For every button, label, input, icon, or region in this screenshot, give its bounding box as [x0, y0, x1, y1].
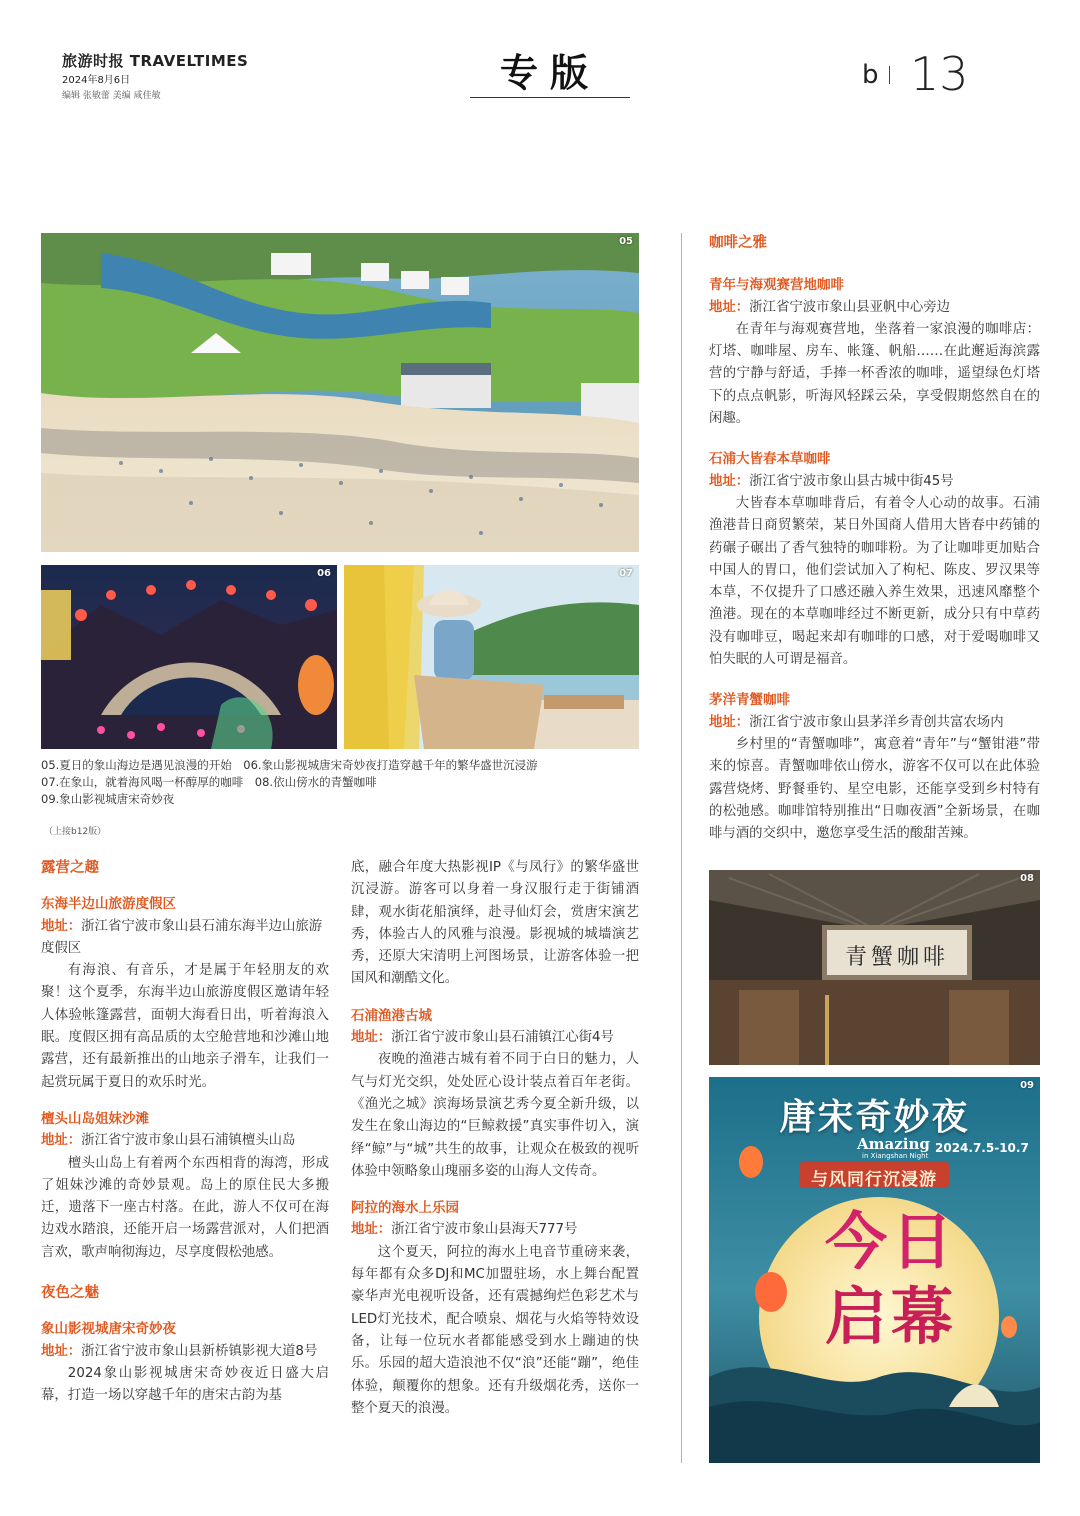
item-title: 阿拉的海水上乐园	[351, 1200, 459, 1217]
address-label: 地址：	[351, 1030, 392, 1046]
item-body: 乡村里的“青蟹咖啡”，寓意着“青年”与“蟹钳港”带来的惊喜。青蟹咖啡依山傍水，游客不仅可以在此体验露营烧烤、野餐垂钓、星空电影，还能享受到乡村特有的松弛感。咖啡馆特别推出“日咖夜酒”全新场景，在咖啡与酒的交织中，邀您享受生活的酸甜苦辣。	[709, 736, 1040, 842]
section-rule	[470, 97, 630, 98]
item-body: 有海浪、有音乐，才是属于年轻朋友的欢聚！这个夏季，东海半边山旅游度假区邀请年轻人体验帐篷露营，面朝大海看日出，听着海浪入眠。度假区拥有高品质的太空舱营地和沙滩山地露营，还有最新推出的山地亲子滑车，让我们一起赏玩属于夏日的欢乐时光。	[41, 963, 329, 1090]
photo-caption-line-1: 05.夏日的象山海边是遇见浪漫的开始 06.象山影视城唐宋奇妙夜打造穿越千年的繁华盛世沉浸游	[41, 758, 538, 772]
column-divider	[681, 233, 682, 1463]
signboard-text: 青蟹咖啡	[844, 945, 949, 970]
item-body: 2024象山影视城唐宋奇妙夜近日盛大启幕，打造一场以穿越千年的唐宋古韵为基	[41, 1365, 329, 1404]
page-number: 13	[910, 47, 969, 101]
poster-tagline: 与风同行沉浸游	[811, 1170, 937, 1190]
address-label: 地址：	[351, 1222, 392, 1238]
item-body: 檀头山岛上有着两个东西相背的海湾，形成了姐妹沙滩的奇妙景观。岛上的原住民大多搬迁，遗落下一座古村落。在此，游人不仅可在海边戏水踏浪，还能开启一场露营派对，人们把酒言欢，歌声响彻海边，尽享度假松弛感。	[41, 1155, 329, 1260]
masthead-logo: 旅游时报 TRAVELTIMES	[62, 52, 249, 70]
address-label: 地址：	[41, 1133, 82, 1149]
item-address	[351, 1027, 639, 1049]
photo-number: 07	[619, 568, 633, 579]
poster-title: 唐宋奇妙夜	[779, 1096, 970, 1138]
item-address	[709, 471, 1040, 493]
poster-opening-line-1: 今日	[825, 1205, 958, 1278]
section-heading-night: 夜色之魅	[41, 1285, 99, 1302]
page-separator	[889, 66, 890, 84]
photo-caption-line-2: 07.在象山，就着海风喝一杯醇厚的咖啡 08.依山傍水的青蟹咖啡	[41, 775, 377, 789]
continued-note: （上接b12版）	[44, 827, 107, 837]
address-text: 浙江省宁波市象山县新桥镇影视大道8号	[81, 1343, 318, 1359]
column-left	[41, 857, 329, 1408]
item-address	[709, 712, 1040, 734]
section-heading-camping: 露营之趣	[41, 860, 99, 876]
poster-amazing: Amazing	[857, 1135, 930, 1153]
column-middle	[351, 857, 639, 1420]
photo-number: 06	[317, 568, 331, 579]
address-label: 地址：	[41, 918, 82, 934]
item-address	[709, 297, 1040, 319]
address-text: 浙江省宁波市象山县茅洋乡青创共富农场内	[749, 714, 1004, 730]
address-text: 浙江省宁波市象山县古城中街45号	[749, 473, 954, 489]
seaside-coffee-illustration	[344, 565, 639, 749]
item-body: 夜晚的渔港古城有着不同于白日的魅力，人气与灯光交织，处处匠心设计装点着百年老街。《渔光之城》滨海场景演艺秀今夏全新升级，以发生在象山海边的“巨鲸救援”真实事件切入，演绎“鲸”与“城”共生的故事，让观众在极致的视听体验中领略象山瑰丽多姿的山海人文传奇。	[351, 1052, 639, 1179]
beach-aerial-illustration	[41, 233, 639, 552]
photo-number: 05	[619, 236, 633, 247]
item-body: 在青年与海观赛营地，坐落着一家浪漫的咖啡店：灯塔、咖啡屋、房车、帐篷、帆船……在此邂逅海滨露营的宁静与舒适，手捧一杯香浓的咖啡，遥望绿色灯塔下的点点帆影，听海风轻踩云朵，享受假期悠然自在的闲趣。	[709, 321, 1040, 427]
address-text: 浙江省宁波市象山县海天777号	[391, 1222, 578, 1238]
page-label: b	[862, 60, 879, 90]
photo-caption-line-3: 09.象山影视城唐宋奇妙夜	[41, 792, 175, 806]
photo-08-crab-coffee-sign	[709, 870, 1040, 1065]
section-title: 专版	[499, 51, 600, 95]
photo-05-beach-aerial	[41, 233, 639, 552]
item-address	[41, 1341, 329, 1363]
poster-subtitle-en: in Xiangshan Night	[862, 1152, 929, 1160]
night-lanterns-illustration	[41, 565, 337, 749]
poster-opening-line-2: 启幕	[825, 1280, 958, 1353]
address-label: 地址：	[709, 299, 750, 315]
item-body: 大皆春本草咖啡背后，有着令人心动的故事。石浦渔港昔日商贸繁荣，某日外国商人借用大皆春中药铺的药碾子碾出了香气独特的咖啡粉。为了让咖啡更加贴合中国人的胃口，他们尝试加入了枸杞、陈皮、罗汉果等本草，不仅提升了口感还融入养生效果，迅速风靡整个渔港。现在的本草咖啡经过不断更新，成分只有中草药没有咖啡豆，喝起来却有咖啡的口感，对于爱喝咖啡又怕失眠的人可谓是福音。	[709, 495, 1040, 668]
address-label: 地址：	[709, 714, 750, 730]
item-title: 象山影视城唐宋奇妙夜	[41, 1321, 176, 1338]
item-body: 这个夏天，阿拉的海水上电音节重磅来袭，每年都有众多DJ和MC加盟驻场，水上舞台配置豪华声光电视听设备，还有震撼绚烂色彩艺术与LED灯光技术，配合喷泉、烟花与火焰等特效设备，让每一位玩水者都能感受到水上蹦迪的快乐。乐园的超大造浪池不仅“浪”还能“蹦”，绝佳体验，颠覆你的想象。还有升级烟花秀，送你一整个夏天的浪漫。	[351, 1244, 639, 1416]
poster-dates: 2024.7.5-10.7	[935, 1141, 1029, 1155]
section-heading-coffee: 咖啡之雅	[709, 235, 767, 251]
photo-number: 08	[1020, 873, 1034, 884]
item-address	[41, 1130, 329, 1152]
address-text: 浙江省宁波市象山县亚帆中心旁边	[749, 299, 951, 315]
item-address	[41, 916, 329, 961]
photo-06-night-lanterns	[41, 565, 337, 749]
item-title: 青年与海观赛营地咖啡	[709, 277, 844, 294]
address-text: 浙江省宁波市象山县石浦镇江心街4号	[391, 1030, 614, 1046]
photo-number: 09	[1020, 1080, 1034, 1091]
item-address	[351, 1219, 639, 1241]
item-title: 石浦渔港古城	[351, 1007, 432, 1024]
address-text: 浙江省宁波市象山县石浦东海半边山旅游度假区	[41, 918, 323, 956]
item-title: 东海半边山旅游度假区	[41, 896, 176, 913]
masthead-date: 2024年8月6日	[62, 75, 131, 86]
address-text: 浙江省宁波市象山县石浦镇檀头山岛	[81, 1133, 296, 1149]
column-right	[709, 232, 1040, 845]
item-body-continued: 底，融合年度大热影视IP《与凤行》的繁华盛世沉浸游。游客可以身着一身汉服行走于街铺酒肆，观水街花船演绎，赴寻仙灯会，赏唐宋演艺秀，体验古人的风雅与浪漫。影视城的城墙演艺秀，还原大宋清明上河图场景，让游客体验一把国风和潮酷文化。	[351, 860, 639, 987]
masthead-editors: 编辑 张敏蕾 美编 咸佳敏	[62, 91, 161, 101]
address-label: 地址：	[709, 473, 750, 489]
photo-07-seaside-coffee	[344, 565, 639, 749]
item-title: 檀头山岛姐妹沙滩	[41, 1110, 149, 1127]
item-title: 石浦大皆春本草咖啡	[709, 451, 831, 468]
item-title: 茅洋青蟹咖啡	[709, 692, 790, 709]
address-label: 地址：	[41, 1343, 82, 1359]
photo-09-event-poster	[709, 1077, 1040, 1463]
